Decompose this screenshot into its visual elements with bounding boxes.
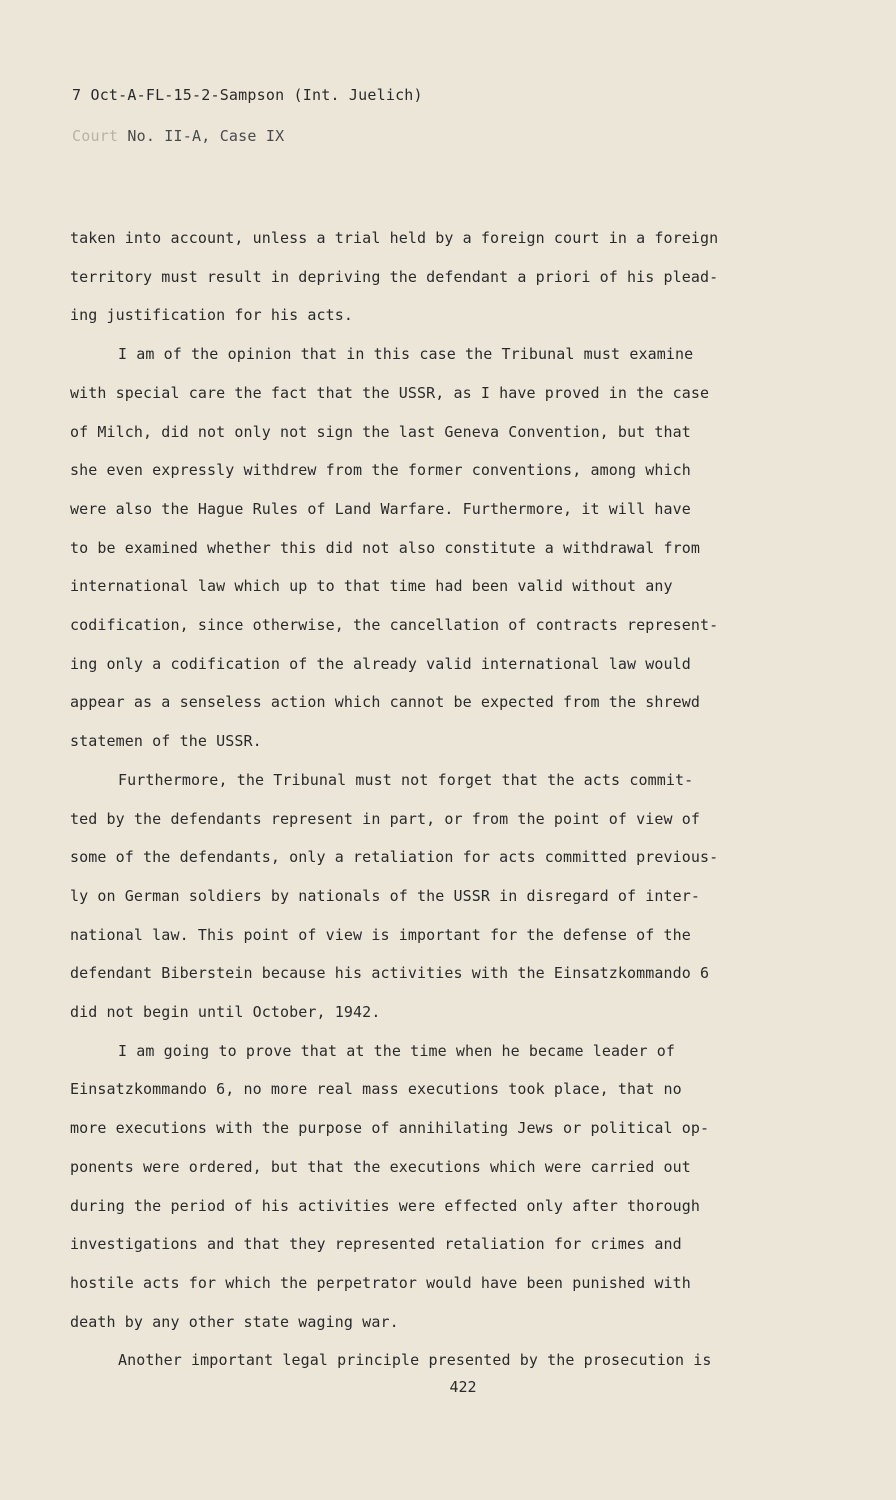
page-number: 422 [449, 1378, 477, 1396]
text-line: international law which up to that time had been valid without any [70, 577, 673, 596]
document-body [70, 219, 770, 1380]
header-court-rest: No. II-A, Case IX [118, 127, 285, 145]
text-line: national law. This point of view is important for the defense of the [70, 925, 691, 944]
text-line: I am of the opinion that in this case the Tribunal must examine [118, 345, 694, 364]
text-line: did not begin until October, 1942. [70, 1003, 381, 1022]
text-line: taken into account, unless a trial held by a foreign court in a foreign [70, 229, 719, 247]
text-line: Another important legal principle presented by the prosecution is [118, 1351, 712, 1370]
text-line: territory must result in depriving the defendant a priori of his plead- [70, 267, 719, 286]
text-line: were also the Hague Rules of Land Warfare. Furthermore, it will have [70, 499, 691, 518]
paragraph [70, 1032, 770, 1342]
text-line: ing justification for his acts. [70, 306, 354, 325]
text-line: more executions with the purpose of annihilating Jews or political op- [70, 1119, 710, 1138]
header-court-case [72, 127, 284, 145]
text-line: ted by the defendants represent in part, or from the point of view of [70, 809, 701, 828]
text-line: codification, since otherwise, the cancellation of contracts represent- [70, 616, 719, 635]
text-line: appear as a senseless action which cannot be expected from the shrewd [70, 693, 701, 712]
text-line: ing only a codification of the already valid international law would [70, 654, 691, 673]
paragraph [70, 1341, 770, 1380]
header-court-faded: Court [72, 127, 119, 145]
text-line: ly on German soldiers by nationals of the USSR in disregard of inter- [70, 886, 701, 905]
text-line: of Milch, did not only not sign the last Geneva Convention, but that [70, 422, 691, 441]
text-line: she even expressly withdrew from the former conventions, among which [70, 461, 691, 480]
text-line: hostile acts for which the perpetrator would have been punished with [70, 1273, 691, 1292]
text-line: to be examined whether this did not also constitute a withdrawal from [70, 538, 701, 557]
text-line: Furthermore, the Tribunal must not forget that the acts commit- [118, 770, 694, 789]
text-line: investigations and that they represented retaliation for crimes and [70, 1235, 682, 1254]
text-line: I am going to prove that at the time when he became leader of [118, 1041, 675, 1060]
text-line: statemen of the USSR. [70, 732, 262, 751]
text-line: some of the defendants, only a retaliation for acts committed previous- [70, 848, 719, 867]
text-line: during the period of his activities were effected only after thorough [70, 1196, 701, 1215]
header-reference: 7 Oct-A-FL-15-2-Sampson (Int. Juelich) [72, 86, 423, 104]
text-line: death by any other state waging war. [70, 1312, 399, 1331]
text-line: defendant Biberstein because his activities with the Einsatzkommando 6 [70, 964, 710, 983]
text-line: with special care the fact that the USSR, as I have proved in the case [70, 383, 710, 402]
paragraph [70, 219, 770, 335]
paragraph [70, 761, 770, 1032]
text-line: Einsatzkommando 6, no more real mass executions took place, that no [70, 1080, 682, 1099]
text-line: ponents were ordered, but that the executions which were carried out [70, 1157, 691, 1176]
paragraph [70, 335, 770, 761]
